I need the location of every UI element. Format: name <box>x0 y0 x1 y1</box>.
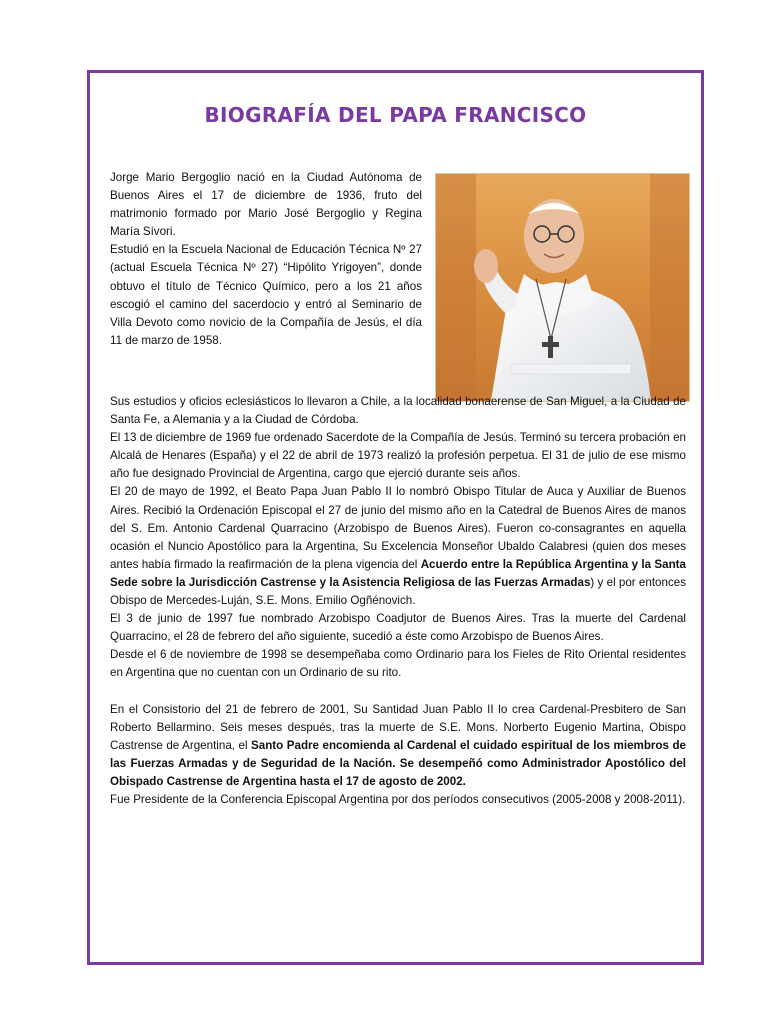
paragraph-ordinary: Desde el 6 de noviembre de 1998 se desempeñaba como Ordinario para los Fieles de Rito Oriental residentes en Argentina que no cuentan con un Ordinario de su rito. <box>110 648 686 680</box>
biography-body <box>110 393 686 809</box>
paragraph-ordination: El 13 de diciembre de 1969 fue ordenado Sacerdote de la Compañía de Jesús. Terminó su tercera probación en Alcalá de Henares (España) y el 22 de abril de 1973 realizó la profesión perpetua. El 31 de julio de ese mismo año fue designado Provincial de Argentina, cargo que ejerció durante seis años. <box>110 431 686 481</box>
paragraph-cardinal-bold: Santo Padre encomienda al Cardenal el cuidado espiritual de los miembros de las Fuerzas Armadas y de Seguridad de la Nación. Se desempeñó como Administrador Apostólico del Obispado Castrense de Argentina hasta el 17 de agosto de 2002. <box>110 738 686 788</box>
intro-paragraph-birth: Jorge Mario Bergoglio nació en la Ciudad Autónoma de Buenos Aires el 17 de diciembre de 1936, fruto del matrimonio formado por Mario José Bergoglio y Regina María Sívori. <box>110 171 422 239</box>
paragraph-cardinal-part1: En el Consistorio del 21 de febrero de 2001, Su Santidad Juan Pablo II lo crea Cardenal-Presbitero de San Roberto Bellarmino. Seis meses después, tras la muerte de S.E. Mons. Norberto Eugenio Martina, Obispo Castrense de Argentina, el <box>110 702 686 752</box>
paragraph-bishop-part1: El 20 de mayo de 1992, el Beato Papa Juan Pablo II lo nombró Obispo Titular de Auca y Auxiliar de Buenos Aires. Recibió la Ordenación Episcopal el 27 de junio del mismo año en la Catedral de Buenos Aires de manos del S. Em. Antonio Cardenal Quarracino (Arzobispo de Buenos Aires). Fueron co-consagrantes en aquella ocasión el Nuncio Apostólico para la Argentina, Su Excelencia Monseñor Ubaldo Calabresi (quien dos meses antes había firmado la reafirmación de la plena vigencia del <box>110 485 686 571</box>
intro-text <box>110 169 422 350</box>
paragraph-bishop <box>110 483 686 610</box>
page-title: BIOGRAFÍA DEL PAPA FRANCISCO <box>204 103 587 127</box>
paragraph-cardinal <box>110 701 686 791</box>
intro-paragraph-studies: Estudió en la Escuela Nacional de Educación Técnica Nº 27 (actual Escuela Técnica Nº 27) “Hipólito Yrigoyen”, donde obtuvo el título de Técnico Químico, pero a los 21 años escogió el camino del sacerdocio y entró al Seminario de Villa Devoto como novicio de la Compañía de Jesús, el día 11 de marzo de 1958. <box>110 243 422 347</box>
page-frame <box>87 70 704 965</box>
paragraph-president: Fue Presidente de la Conferencia Episcopal Argentina por dos períodos consecutivos (2005-2008 y 2008-2011). <box>110 792 686 806</box>
paragraph-bishop-bold: Acuerdo entre la República Argentina y la Santa Sede sobre la Jurisdicción Castrense y la Asistencia Religiosa de las Fuerzas Armadas <box>110 557 686 589</box>
paragraph-coadjutor: El 3 de junio de 1997 fue nombrado Arzobispo Coadjutor de Buenos Aires. Tras la muerte del Cardenal Quarracino, el 28 de febrero del año siguiente, sucedió a éste como Arzobispo de Buenos Aires. <box>110 612 686 644</box>
paragraph-bishop-part2: ) y el por entonces Obispo de Mercedes-Luján, S.E. Mons. Emilio Ogñénovich. <box>110 575 686 608</box>
paragraph-gap <box>110 683 686 701</box>
paragraph-studies-abroad: Sus estudios y oficios eclesiásticos lo llevaron a Chile, a la localidad bonaerense de San Miguel, a la Ciudad de Santa Fe, a Alemania y a la Ciudad de Córdoba. <box>110 395 686 427</box>
pope-photo <box>435 173 690 402</box>
